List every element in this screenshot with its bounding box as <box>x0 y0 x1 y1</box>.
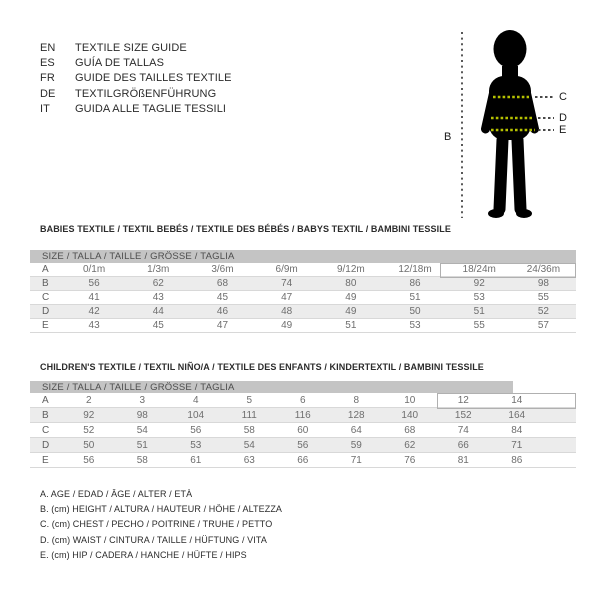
babies-size-table <box>30 250 576 333</box>
size-cell: 55 <box>473 320 485 331</box>
size-cell: 46 <box>216 306 229 317</box>
language-label: GUIDA ALLE TAGLIE TESSILI <box>75 102 227 115</box>
size-cell: 71 <box>350 454 362 466</box>
children-size-table <box>30 381 576 468</box>
size-cell: 58 <box>136 454 148 466</box>
child-silhouette-graphic <box>430 10 600 230</box>
size-cell: 54 <box>136 424 148 436</box>
size-cell: 49 <box>345 292 357 303</box>
language-label: GUÍA DE TALLAS <box>75 57 165 70</box>
size-cell: 4 <box>192 394 199 406</box>
language-code: EN <box>40 42 56 54</box>
size-cell: 62 <box>404 439 416 451</box>
size-cell: 0/1m <box>82 264 106 275</box>
legend-line-b: B. (cm) HEIGHT / ALTURA / HAUTEUR / HÖHE / ALTEZZA <box>40 504 283 515</box>
size-cell: 44 <box>152 306 164 317</box>
size-cell: 6 <box>299 394 306 406</box>
size-cell: 74 <box>281 278 293 289</box>
size-cell: 1/3m <box>147 264 170 275</box>
size-cell: 56 <box>83 454 95 466</box>
chest-label-c: C <box>559 91 567 103</box>
size-cell: 43 <box>152 292 164 303</box>
table-row-e <box>30 453 576 468</box>
language-label: TEXTILGRÖßENFÜHRUNG <box>75 87 217 100</box>
size-cell: 18/24m <box>462 264 496 275</box>
size-cell: 43 <box>88 320 100 331</box>
size-cell: 51 <box>345 320 357 331</box>
row-label: D <box>42 439 50 451</box>
size-cell: 92 <box>83 409 95 421</box>
size-cell: 3 <box>139 394 146 406</box>
size-cell: 49 <box>281 320 293 331</box>
size-cell: 68 <box>216 278 229 289</box>
size-cell: 60 <box>297 424 309 436</box>
size-cell: 104 <box>187 409 205 421</box>
size-cell: 24/36m <box>526 264 561 275</box>
children-table-title: CHILDREN'S TEXTILE / TEXTIL NIÑO/A / TEXTILE DES ENFANTS / KINDERTEXTIL / BAMBINI TESSILE <box>40 362 484 372</box>
size-cell: 68 <box>404 424 416 436</box>
row-label: E <box>42 454 49 466</box>
size-cell: 57 <box>537 320 549 331</box>
size-cell: 76 <box>404 454 416 466</box>
legend-line-e: E. (cm) HIP / CADERA / HANCHE / HÜFTE / HIPS <box>40 549 247 560</box>
language-row-en <box>40 41 232 56</box>
silhouette-foot-left <box>488 209 504 218</box>
size-cell: 64 <box>350 424 362 436</box>
size-cell: 140 <box>401 409 419 421</box>
language-code: IT <box>40 102 50 115</box>
size-cell: 84 <box>511 424 523 436</box>
measurement-legend <box>40 487 282 563</box>
silhouette-leg-right <box>518 140 521 209</box>
size-cell: 5 <box>246 394 253 406</box>
child-silhouette <box>486 30 535 218</box>
row-label: D <box>42 306 50 317</box>
size-cell: 53 <box>409 320 421 331</box>
size-cell: 55 <box>537 292 549 303</box>
size-cell: 61 <box>190 454 202 466</box>
size-cell: 52 <box>537 306 549 317</box>
row-label: A <box>42 264 49 275</box>
size-cell: 12/18m <box>398 264 432 275</box>
size-cell: 63 <box>243 454 255 466</box>
silhouette-head <box>494 30 527 68</box>
table-row-a <box>30 263 576 277</box>
table-row-b <box>30 408 576 423</box>
language-title-list <box>40 41 232 117</box>
legend-line-d: D. (cm) WAIST / CINTURA / TAILLE / HÜFTUNG / VITA <box>40 534 267 545</box>
row-label: E <box>42 320 49 331</box>
child-measurement-figure <box>430 10 600 230</box>
language-label: GUIDE DES TAILLES TEXTILE <box>75 72 232 85</box>
language-code: FR <box>40 72 55 85</box>
table-row-c <box>30 423 576 438</box>
size-cell: 111 <box>241 409 257 421</box>
silhouette-leg-left <box>500 140 503 209</box>
babies-size-header-bar: SIZE / TALLA / TAILLE / GRÖSSE / TAGLIA <box>30 250 576 263</box>
size-cell: 48 <box>281 306 293 317</box>
legend-line-a: A. AGE / EDAD / ÂGE / ALTER / ETÀ <box>40 489 193 499</box>
size-cell: 47 <box>216 320 229 331</box>
table-row-a <box>30 393 576 408</box>
size-cell: 92 <box>473 278 485 289</box>
size-cell: 66 <box>457 439 469 451</box>
babies-table-rows <box>30 263 576 333</box>
size-cell: 56 <box>297 439 309 451</box>
table-row-c <box>30 291 576 305</box>
silhouette-foot-right <box>516 209 532 218</box>
size-cell: 41 <box>88 292 100 303</box>
size-cell: 56 <box>88 278 100 289</box>
size-cell: 116 <box>294 409 311 421</box>
size-cell: 62 <box>152 278 164 289</box>
row-label: C <box>42 292 50 303</box>
size-cell: 45 <box>216 292 229 303</box>
size-cell: 58 <box>243 424 255 436</box>
size-cell: 9/12m <box>336 264 365 275</box>
size-cell: 86 <box>409 278 421 289</box>
size-cell: 56 <box>190 424 202 436</box>
waist-label-d: D <box>559 112 567 124</box>
size-cell: 164 <box>508 409 526 421</box>
size-cell: 54 <box>243 439 255 451</box>
size-cell: 53 <box>473 292 485 303</box>
size-cell: 3/6m <box>211 264 234 275</box>
row-label: B <box>42 409 49 421</box>
size-cell: 51 <box>473 306 485 317</box>
language-code: DE <box>40 87 56 100</box>
size-cell: 45 <box>152 320 164 331</box>
size-cell: 14 <box>511 394 523 406</box>
hip-label-e: E <box>559 124 567 136</box>
row-label: B <box>42 278 49 289</box>
size-cell: 47 <box>281 292 293 303</box>
size-cell: 12 <box>457 394 469 406</box>
row-label: C <box>42 424 50 436</box>
size-cell: 71 <box>511 439 523 451</box>
size-cell: 128 <box>347 409 365 421</box>
table-row-d <box>30 438 576 453</box>
size-cell: 51 <box>136 439 148 451</box>
size-cell: 42 <box>88 306 100 317</box>
language-label: TEXTILE SIZE GUIDE <box>75 42 187 54</box>
language-row-fr <box>40 71 232 86</box>
table-row-d <box>30 305 576 319</box>
size-cell: 74 <box>457 424 469 436</box>
babies-table-title: BABIES TEXTILE / TEXTIL BEBÉS / TEXTILE DES BÉBÉS / BABYS TEXTIL / BAMBINI TESSILE <box>40 224 451 234</box>
size-cell: 86 <box>511 454 523 466</box>
row-label: A <box>42 394 49 406</box>
language-code: ES <box>40 57 55 70</box>
size-cell: 51 <box>409 292 421 303</box>
size-cell: 50 <box>409 306 421 317</box>
size-cell: 53 <box>190 439 202 451</box>
size-cell: 66 <box>297 454 309 466</box>
size-cell: 6/9m <box>275 264 298 275</box>
size-cell: 80 <box>345 278 357 289</box>
size-cell: 2 <box>85 394 92 406</box>
table-row-b <box>30 277 576 291</box>
size-cell: 59 <box>350 439 362 451</box>
size-cell: 50 <box>83 439 95 451</box>
size-cell: 98 <box>136 409 148 421</box>
table-row-e <box>30 319 576 333</box>
size-cell: 8 <box>353 394 360 406</box>
size-cell: 152 <box>454 409 472 421</box>
size-cell: 81 <box>457 454 469 466</box>
size-cell: 52 <box>83 424 95 436</box>
language-row-es <box>40 56 232 71</box>
children-size-header-bar: SIZE / TALLA / TAILLE / GRÖSSE / TAGLIA <box>30 381 513 393</box>
language-row-it <box>40 102 232 117</box>
legend-line-c: C. (cm) CHEST / PECHO / POITRINE / TRUHE / PETTO <box>40 519 273 530</box>
height-label-b: B <box>444 131 452 143</box>
size-cell: 10 <box>404 394 416 406</box>
children-table-rows <box>30 393 576 468</box>
size-cell: 49 <box>345 306 357 317</box>
size-cell: 98 <box>537 278 549 289</box>
language-row-de <box>40 87 232 102</box>
